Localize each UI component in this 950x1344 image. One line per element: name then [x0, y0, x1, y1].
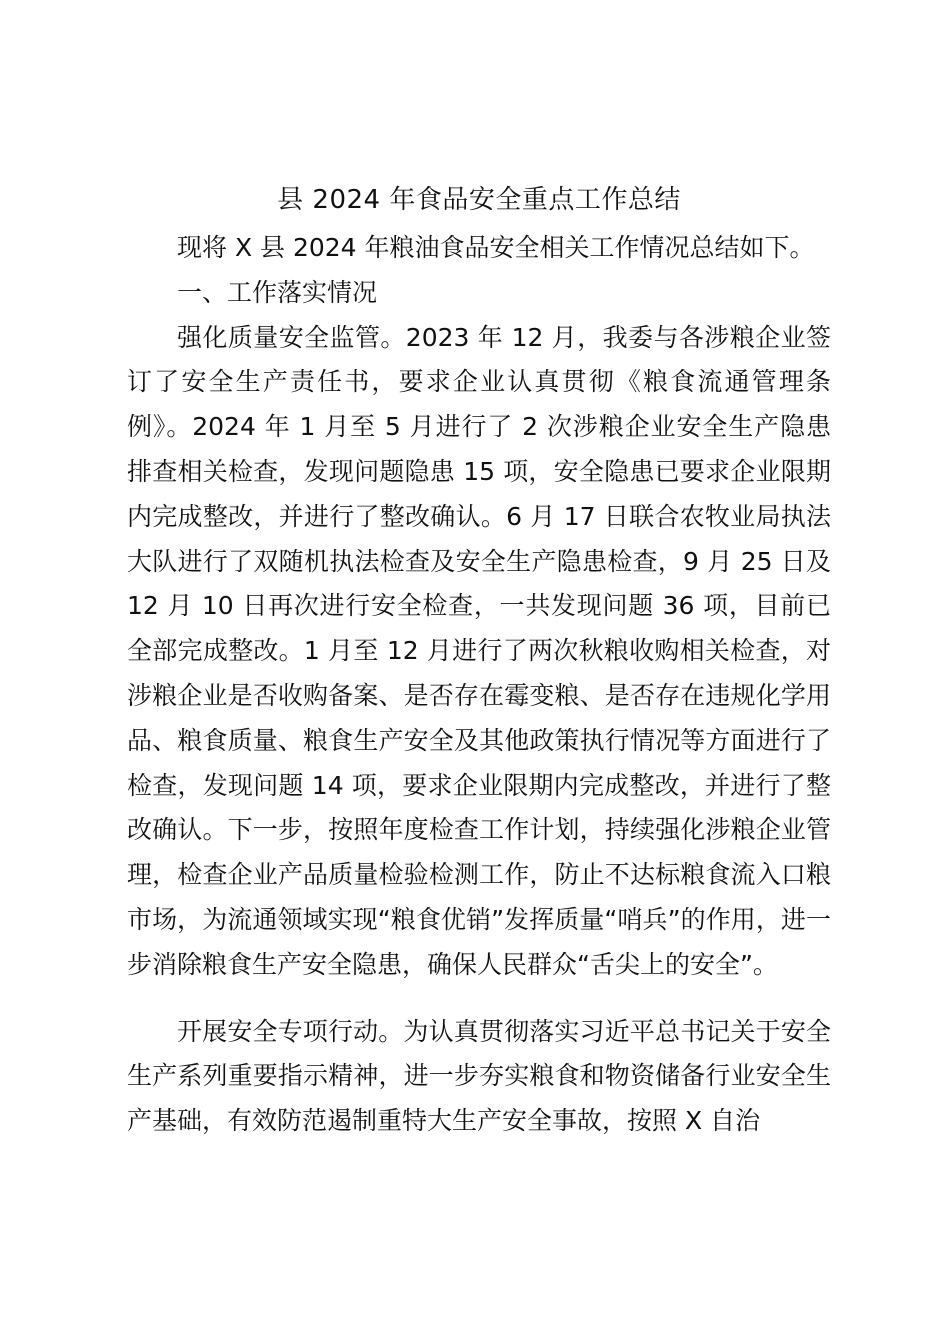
- section-heading: 一、工作落实情况: [177, 277, 378, 307]
- body-paragraph-quality-supervision: 强化质量安全监管。2023 年 12 月，我委与各涉粮企业签订了安全生产责任书，要求企业认真贯彻《粮食流通管理条例》。2024 年 1 月至 5 月进行了 2 次涉粮企业安全生产隐患排查相关检查，发现问题隐患 15 项，安全隐患已要求企业限期内完成整改，并进行了整改确认。6 月 17 日联合农牧业局执法大队进行了双随机执法检查及安全生产隐患检查，9 月 25 日及 12 月 10 日再次进行安全检查，一共发现问题 36 项，目前已全部完成整改。1 月至 12 月进行了两次秋粮收购相关检查，对涉粮企业是否收购备案、是否存在霉变粮、是否存在违规化学用品、粮食质量、粮食生产安全及其他政策执行情况等方面进行了检查，发现问题 14 项，要求企业限期内完成整改，并进行了整改确认。下一步，按照年度检查工作计划，持续强化涉粮企业管理，检查企业产品质量检验检测工作，防止不达标粮食流入口粮市场，为流通领域实现“粮食优销”发挥质量“哨兵”的作用，进一步消除粮食生产安全隐患，确保人民群众“舌尖上的安全”。: [127, 322, 831, 979]
- document-title: 县 2024 年食品安全重点工作总结: [277, 185, 681, 215]
- body-paragraph-safety-campaign: 开展安全专项行动。为认真贯彻落实习近平总书记关于安全生产系列重要指示精神，进一步夯实粮食和物资储备行业安全生产基础，有效防范遏制重特大生产安全事故，按照 X 自治: [127, 1016, 831, 1136]
- intro-paragraph: 现将 X 县 2024 年粮油食品安全相关工作情况总结如下。: [177, 233, 815, 262]
- document-page: [127, 178, 831, 1144]
